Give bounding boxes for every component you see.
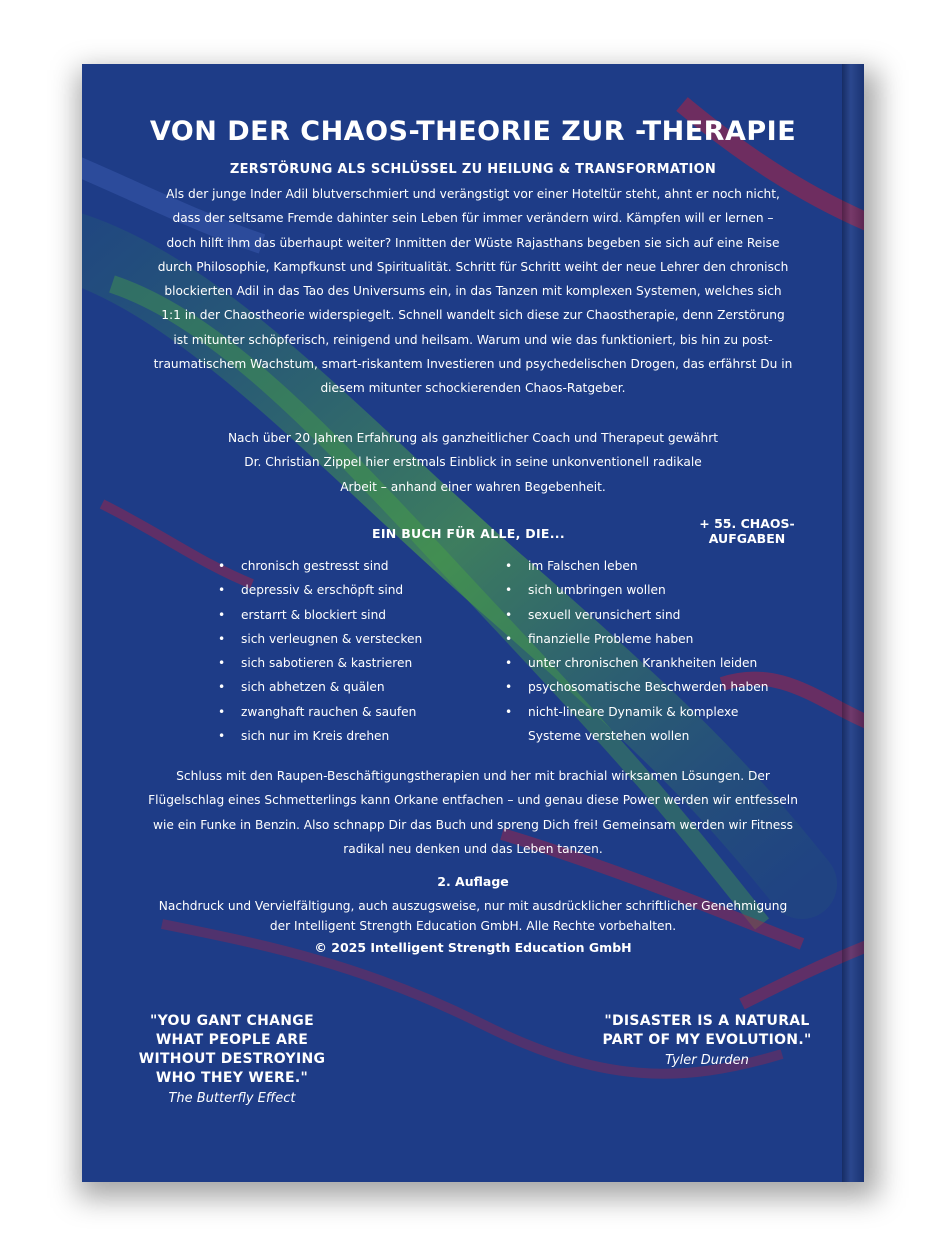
- list-item: • sich umbringen wollen: [505, 578, 805, 602]
- tasks-badge: [682, 516, 812, 546]
- intro-line: doch hilft ihm das überhaupt weiter? Inmitten der Wüste Rajasthans begeben sie sich auf eine Reise: [166, 235, 780, 250]
- list-item: • zwanghaft rauchen & saufen: [218, 700, 478, 724]
- quote-line: PART OF MY EVOLUTION.": [602, 1032, 812, 1048]
- author-line: Dr. Christian Zippel hier erstmals Einblick in seine unkonventionell radikale: [244, 455, 702, 470]
- rights-line: der Intelligent Strength Education GmbH. Alle Rechte vorbehalten.: [269, 918, 677, 933]
- cover-content: [82, 64, 842, 1182]
- badge-line: AUFGABEN: [708, 531, 786, 546]
- edition-label: 2. Auflage: [437, 874, 509, 889]
- list-item: • sich abhetzen & quälen: [218, 675, 478, 699]
- list-heading: EIN BUCH FÜR ALLE, DIE...: [372, 526, 565, 541]
- badge-line: + 55. CHAOS-: [699, 516, 795, 531]
- intro-line: diesem mitunter schockierenden Chaos-Ratgeber.: [320, 381, 626, 396]
- list-item: • nicht-lineare Dynamik & komplexe: [505, 700, 805, 724]
- quote-source: The Butterfly Effect: [168, 1091, 296, 1106]
- book-spine: [842, 64, 864, 1182]
- closing-line: Schluss mit den Raupen-Beschäftigungstherapien und her mit brachial wirksamen Lösungen. Der: [176, 769, 770, 783]
- closing-line: wie ein Funke in Benzin. Also schnapp Dir das Buch und spreng Dich frei! Gemeinsam werden wir Fitness: [152, 817, 793, 832]
- intro-line: blockierten Adil in das Tao des Universums ein, in das Tanzen mit komplexen Systemen, welches sich: [164, 284, 782, 299]
- intro-line: traumatischem Wachstum, smart-riskantem Investieren und psychedelischen Drogen, das erfährst Du in: [153, 357, 793, 372]
- quote-line: WITHOUT DESTROYING: [138, 1051, 326, 1067]
- quote-source: Tyler Durden: [665, 1053, 749, 1068]
- closing-line: radikal neu denken und das Leben tanzen.: [343, 841, 603, 856]
- cover-subtitle: ZERSTÖRUNG ALS SCHLÜSSEL ZU HEILUNG & TRANSFORMATION: [229, 162, 717, 177]
- list-item: • im Falschen leben: [505, 554, 805, 578]
- quote-line: "YOU GANT CHANGE: [150, 1013, 314, 1029]
- closing-line: Flügelschlag eines Schmetterlings kann Orkane entfachen – und genau diese Power werden wir entfesseln: [148, 793, 798, 808]
- audience-list-right: [505, 554, 805, 748]
- intro-paragraph: [120, 182, 826, 401]
- closing-paragraph: [116, 764, 830, 861]
- intro-line: durch Philosophie, Kampfkunst und Spiritualität. Schritt für Schritt weiht der neue Lehrer den chronisch: [157, 259, 789, 274]
- copyright-line: © 2025 Intelligent Strength Education GmbH: [314, 940, 632, 955]
- list-item: • sich verleugnen & verstecken: [218, 627, 478, 651]
- list-item: • finanzielle Probleme haben: [505, 627, 805, 651]
- quote-line: WHO THEY WERE.": [155, 1070, 309, 1086]
- list-item: • sich sabotieren & kastrieren: [218, 651, 478, 675]
- rights-line: Nachdruck und Vervielfältigung, auch auszugsweise, nur mit ausdrücklicher schriftlicher Genehmigung: [158, 899, 788, 913]
- list-item: • sexuell verunsichert sind: [505, 603, 805, 627]
- intro-line: 1:1 in der Chaostheorie widerspiegelt. Schnell wandelt sich diese zur Chaostherapie, denn Zerstörung: [161, 308, 785, 323]
- list-item: • psychosomatische Beschwerden haben: [505, 675, 805, 699]
- intro-line: ist mitunter schöpferisch, reinigend und heilsam. Warum und wie das funktioniert, bis hin zu post-: [173, 332, 773, 347]
- book-back-cover: [82, 64, 864, 1182]
- list-item: • sich nur im Kreis drehen: [218, 724, 478, 748]
- quote-line: WHAT PEOPLE ARE: [155, 1032, 309, 1048]
- list-item-continuation: Systeme verstehen wollen: [528, 729, 690, 744]
- list-item: • chronisch gestresst sind: [218, 554, 478, 578]
- rights-notice: [122, 897, 824, 936]
- quote-left: [122, 1012, 342, 1108]
- list-item: • erstarrt & blockiert sind: [218, 603, 478, 627]
- cover-title: VON DER CHAOS-THEORIE ZUR -THERAPIE: [149, 116, 797, 147]
- audience-list-left: [218, 554, 478, 748]
- intro-line: dass der seltsame Fremde dahinter sein Leben für immer verändern wird. Kämpfen will er lernen –: [172, 211, 774, 226]
- author-line: Arbeit – anhand einer wahren Begebenheit.: [340, 479, 606, 494]
- author-line: Nach über 20 Jahren Erfahrung als ganzheitlicher Coach und Therapeut gewährt: [227, 431, 719, 445]
- quote-line: "DISASTER IS A NATURAL: [604, 1013, 810, 1029]
- list-item: • unter chronischen Krankheiten leiden: [505, 651, 805, 675]
- intro-line: Als der junge Inder Adil blutverschmiert und verängstigt vor einer Hoteltür steht, ahnt er noch nicht,: [166, 187, 780, 201]
- quote-right: [582, 1012, 832, 1070]
- list-item: • depressiv & erschöpft sind: [218, 578, 478, 602]
- author-paragraph: [190, 426, 756, 499]
